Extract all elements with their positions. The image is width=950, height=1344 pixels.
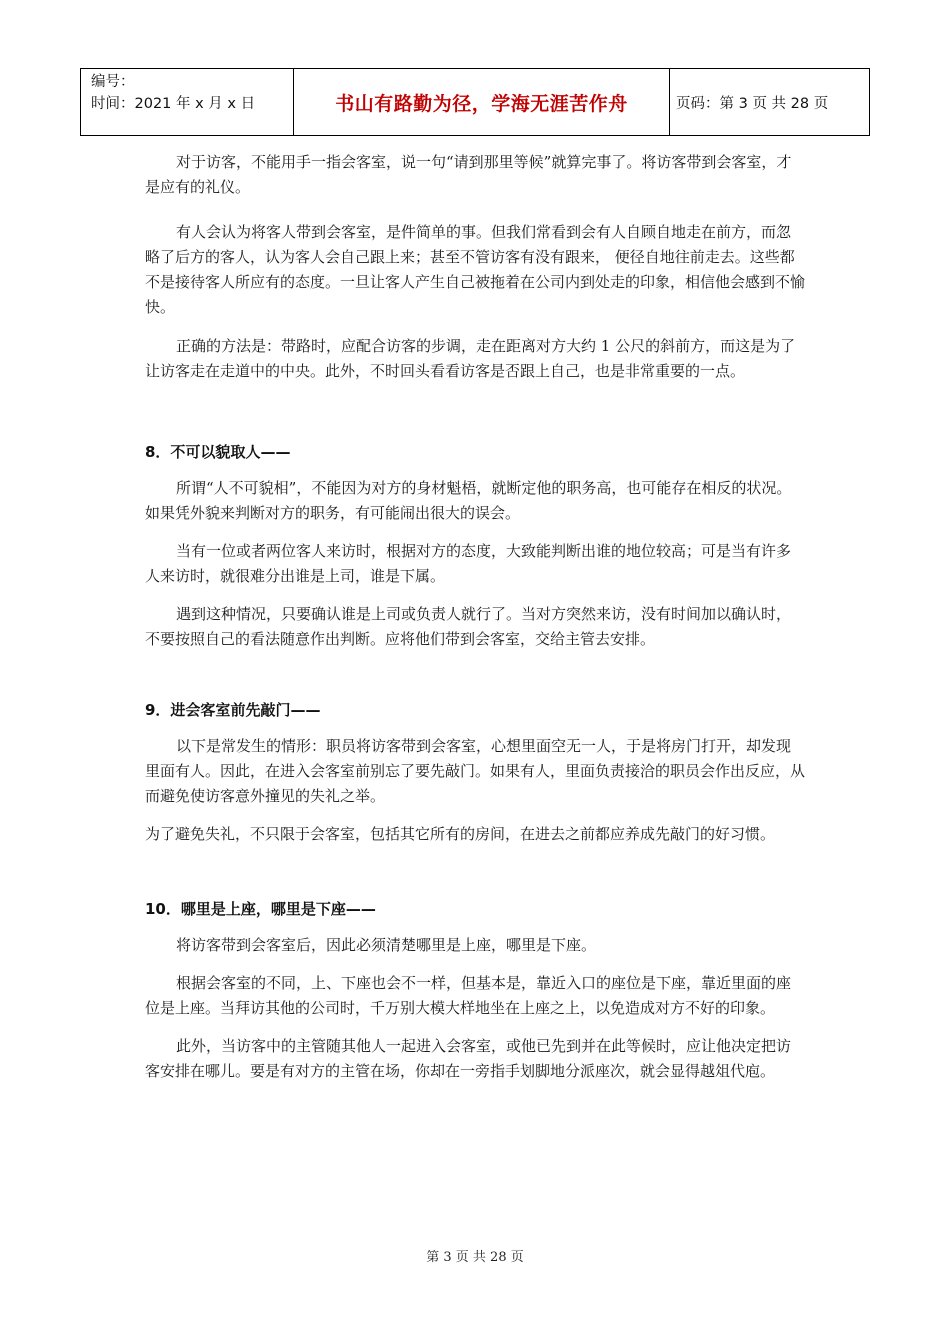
section-heading-9: 9．进会客室前先敲门——: [145, 701, 321, 719]
header-meta-cell: [81, 69, 294, 136]
paragraph: 当有一位或者两位客人来访时，根据对方的态度，大致能判断出谁的地位较高；可是当有许多人来访时，就很难分出谁是上司，谁是下属。: [145, 542, 792, 585]
number-label: 编号：: [91, 74, 135, 90]
paragraph: 为了避免失礼，不只限于会客室，包括其它所有的房间，在进去之前都应养成先敲门的好习惯。: [145, 825, 776, 843]
paragraph: 以下是常发生的情形：职员将访客带到会客室，心想里面空无一人，于是将房门打开，却发现里面有人。因此，在进入会客室前别忘了要先敲门。如果有人，里面负责接洽的职员会作出反应，从而避免使访客意外撞见的失礼之举。: [145, 737, 806, 805]
header-page-label: 页码：第 3 页 共 28 页: [670, 69, 870, 136]
date-label: 时间：2021 年 x 月 x 日: [91, 96, 256, 112]
paragraph: 将访客带到会客室后，因此必须清楚哪里是上座，哪里是下座。: [176, 936, 597, 954]
paragraph: 此外，当访客中的主管随其他人一起进入会客室，或他已先到并在此等候时，应让他决定把访客安排在哪儿。要是有对方的主管在场，你却在一旁指手划脚地分派座次，就会显得越俎代庖。: [145, 1037, 792, 1080]
header-motto: 书山有路勤为径，学海无涯苦作舟: [294, 69, 670, 136]
paragraph: 遇到这种情况，只要确认谁是上司或负责人就行了。当对方突然来访，没有时间加以确认时，不要按照自己的看法随意作出判断。应将他们带到会客室，交给主管去安排。: [145, 605, 792, 648]
document-header: [80, 68, 870, 136]
section-heading-8: 8．不可以貌取人——: [145, 443, 291, 461]
section-heading-10: 10．哪里是上座，哪里是下座——: [145, 900, 376, 918]
paragraph: 正确的方法是：带路时，应配合访客的步调，走在距离对方大约 1 公尺的斜前方，而这是为了让访客走在走道中的中央。此外，不时回头看看访客是否跟上自己，也是非常重要的一点。: [145, 337, 796, 380]
paragraph: 所谓“人不可貌相”，不能因为对方的身材魁梧，就断定他的职务高，也可能存在相反的状况。如果凭外貌来判断对方的职务，有可能闹出很大的误会。: [145, 479, 792, 522]
paragraph: 有人会认为将客人带到会客室，是件简单的事。但我们常看到会有人自顾自地走在前方，而忽略了后方的客人，认为客人会自己跟上来；甚至不管访客有没有跟来， 便径自地往前走去。这些都不是接待客人所应有的态度。一旦让客人产生自己被拖着在公司内到处走的印象，相信他会感到不愉快。: [145, 223, 806, 316]
document-body: [145, 150, 805, 1084]
page-footer: 第 3 页 共 28 页: [426, 1250, 524, 1265]
paragraph: 对于访客，不能用手一指会客室，说一句“请到那里等候”就算完事了。将访客带到会客室，才是应有的礼仪。: [145, 153, 792, 196]
paragraph: 根据会客室的不同，上、下座也会不一样，但基本是，靠近入口的座位是下座，靠近里面的座位是上座。当拜访其他的公司时，千万别大模大样地坐在上座之上，以免造成对方不好的印象。: [145, 974, 792, 1017]
